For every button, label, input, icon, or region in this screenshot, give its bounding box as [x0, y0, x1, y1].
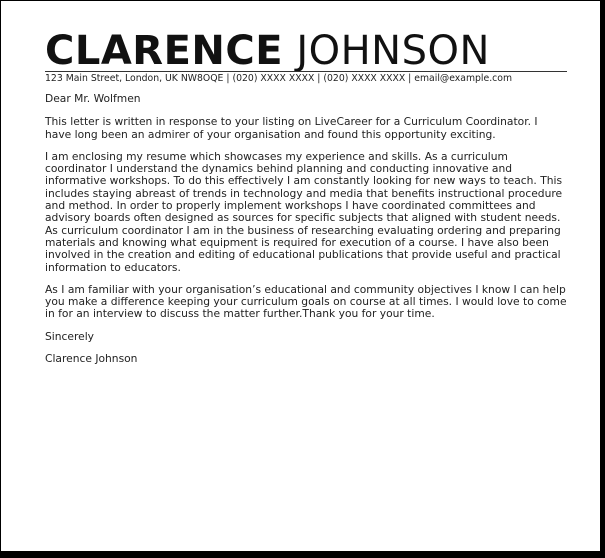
greeting: Dear Mr. Wolfmen — [45, 92, 141, 105]
letter-body — [45, 93, 567, 375]
paragraph-experience: I am enclosing my resume which showcases my experience and skills. As a curriculum coordinator I understand the dynamics behind planning and conducting innovative and informative workshops. To do this effectively I am constantly looking for new ways to teach. This includes staying abreast of trends in technology and media that benefits instructional procedure and method. In order to properly implement workshops I have coordinated committees and advisory boards often designed as sources for specific subjects that aligned with student needs. As curriculum coordinator I am in the business of researching evaluating ordering and preparing materials and knowing what equipment is required for execution of a course. I have also been involved in the creation and editing of educational publications that provide useful and practical information to educators. — [45, 149, 563, 274]
header-divider — [45, 71, 567, 72]
paragraph-intro: This letter is written in response to your listing on LiveCareer for a Curriculum Coordinator. I have long been an admirer of your organisation and found this opportunity exciting. — [45, 115, 538, 141]
contact-line: 123 Main Street, London, UK NW8OQE | (020) XXXX XXXX | (020) XXXX XXXX | email@example.com — [45, 73, 513, 84]
letter-page — [1, 1, 602, 554]
first-name: CLARENCE — [45, 28, 284, 74]
applicant-name — [45, 29, 490, 73]
last-name: JOHNSON — [296, 28, 490, 74]
paragraph-closing: As I am familiar with your organisation’s educational and community objectives I know I can help you make a difference keeping your curriculum goals on course at all times. I would love to come in for an interview to discuss the matter further.Thank you for your time. — [45, 282, 567, 321]
closing: Sincerely — [45, 329, 95, 343]
signature-name: Clarence Johnson — [45, 352, 138, 366]
